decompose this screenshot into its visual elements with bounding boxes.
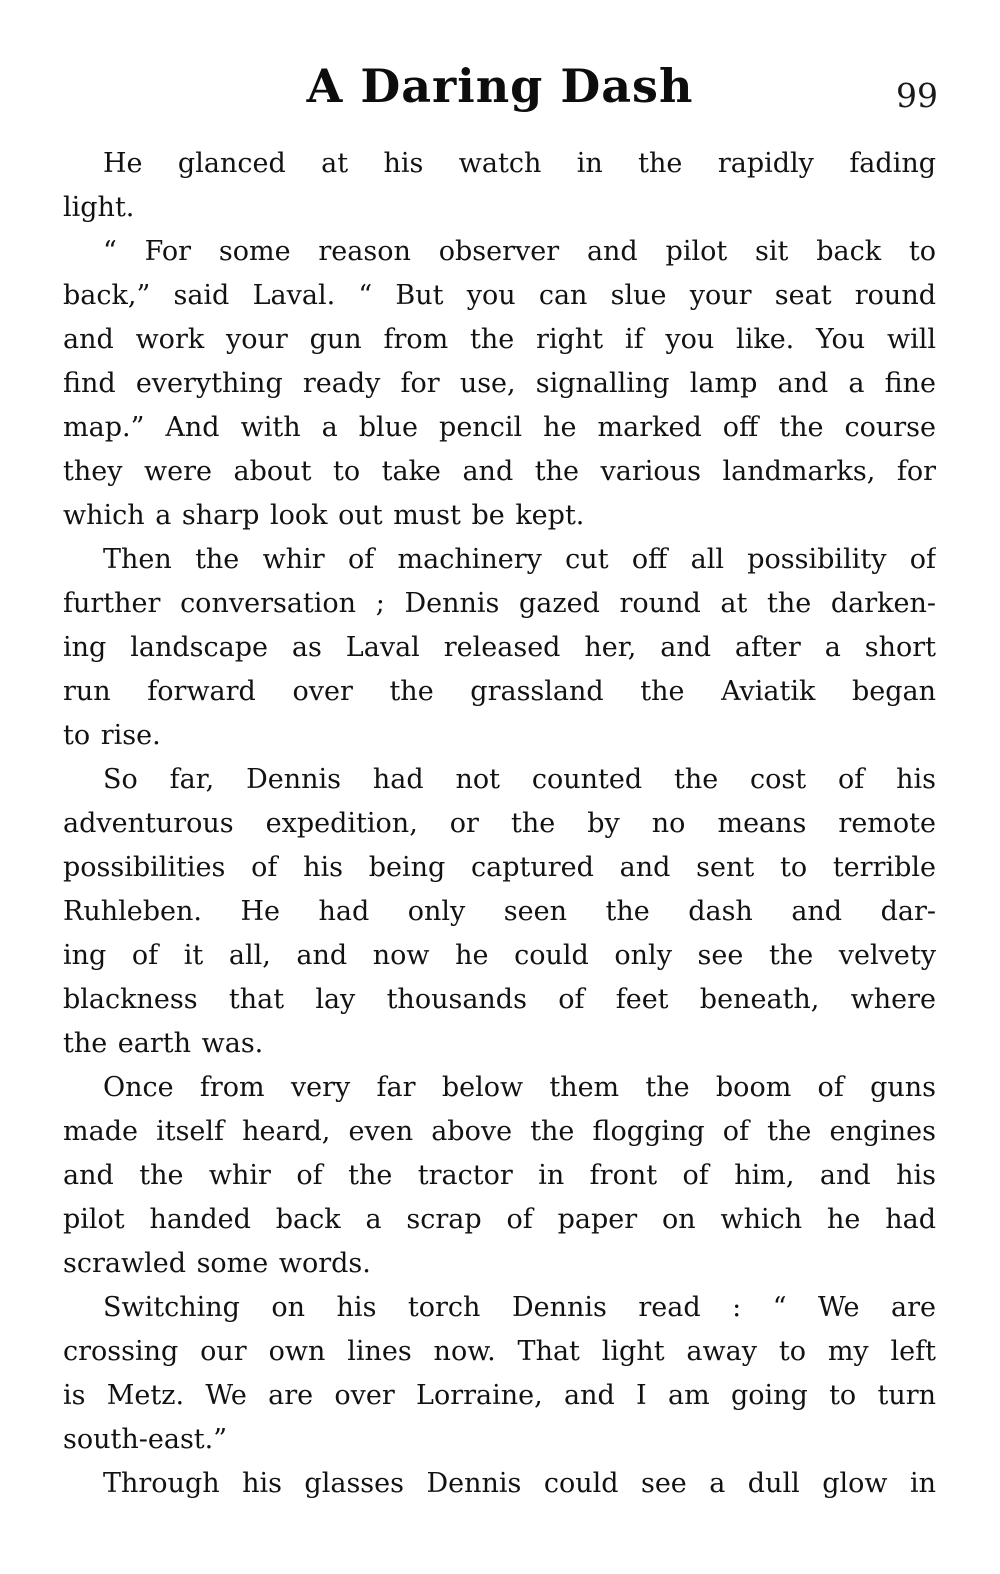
text-line: Through his glasses Dennis could see a dull glow in (103, 1468, 936, 1499)
text-line: pilot handed back a scrap of paper on which he had (63, 1204, 936, 1235)
text-line: further conversation ; Dennis gazed round at the darken- (63, 588, 936, 619)
text-line: possibilities of his being captured and sent to terrible (63, 852, 936, 883)
text-line: scrawled some words. (63, 1248, 371, 1279)
text-line: light. (63, 192, 135, 223)
text-line: map.” And with a blue pencil he marked off the course (63, 412, 936, 443)
text-line: find everything ready for use, signalling lamp and a fine (63, 368, 936, 399)
text-line: adventurous expedition, or the by no means remote (63, 808, 936, 839)
paragraph (63, 230, 936, 538)
text-line: south-east.” (63, 1424, 228, 1455)
text-line: made itself heard, even above the flogging of the engines (63, 1116, 936, 1147)
paragraph (63, 758, 936, 1066)
text-line: to rise. (63, 720, 161, 751)
text-line: Switching on his torch Dennis read : “ We are (103, 1292, 936, 1323)
page-number: 99 (896, 76, 938, 115)
text-line: Once from very far below them the boom of guns (103, 1072, 936, 1103)
text-line: and work your gun from the right if you like. You will (63, 324, 936, 355)
text-line: ing of it all, and now he could only see the velvety (63, 940, 936, 971)
text-line: He glanced at his watch in the rapidly fading (103, 148, 936, 179)
text-line: Ruhleben. He had only seen the dash and dar- (63, 896, 936, 927)
paragraph (63, 1462, 936, 1506)
paragraph (63, 538, 936, 758)
text-line: back,” said Laval. “ But you can slue your seat round (63, 280, 936, 311)
text-line: the earth was. (63, 1028, 264, 1059)
text-line: Then the whir of machinery cut off all possibility of (103, 544, 936, 575)
text-line: So far, Dennis had not counted the cost of his (103, 764, 936, 795)
paragraph (63, 142, 936, 230)
text-line: is Metz. We are over Lorraine, and I am going to turn (63, 1380, 936, 1411)
text-line: ing landscape as Laval released her, and after a short (63, 632, 936, 663)
chapter-title: A Daring Dash (306, 59, 694, 113)
text-line: they were about to take and the various landmarks, for (63, 456, 936, 487)
text-line: crossing our own lines now. That light away to my left (63, 1336, 936, 1367)
paragraph (63, 1066, 936, 1286)
text-line: which a sharp look out must be kept. (63, 500, 585, 531)
text-line: run forward over the grassland the Aviatik began (63, 676, 936, 707)
page-body (0, 142, 1000, 1506)
page-header (0, 0, 1000, 116)
text-line: blackness that lay thousands of feet beneath, where (63, 984, 936, 1015)
text-line: “ For some reason observer and pilot sit back to (103, 236, 936, 267)
paragraph (63, 1286, 936, 1462)
text-line: and the whir of the tractor in front of him, and his (63, 1160, 936, 1191)
